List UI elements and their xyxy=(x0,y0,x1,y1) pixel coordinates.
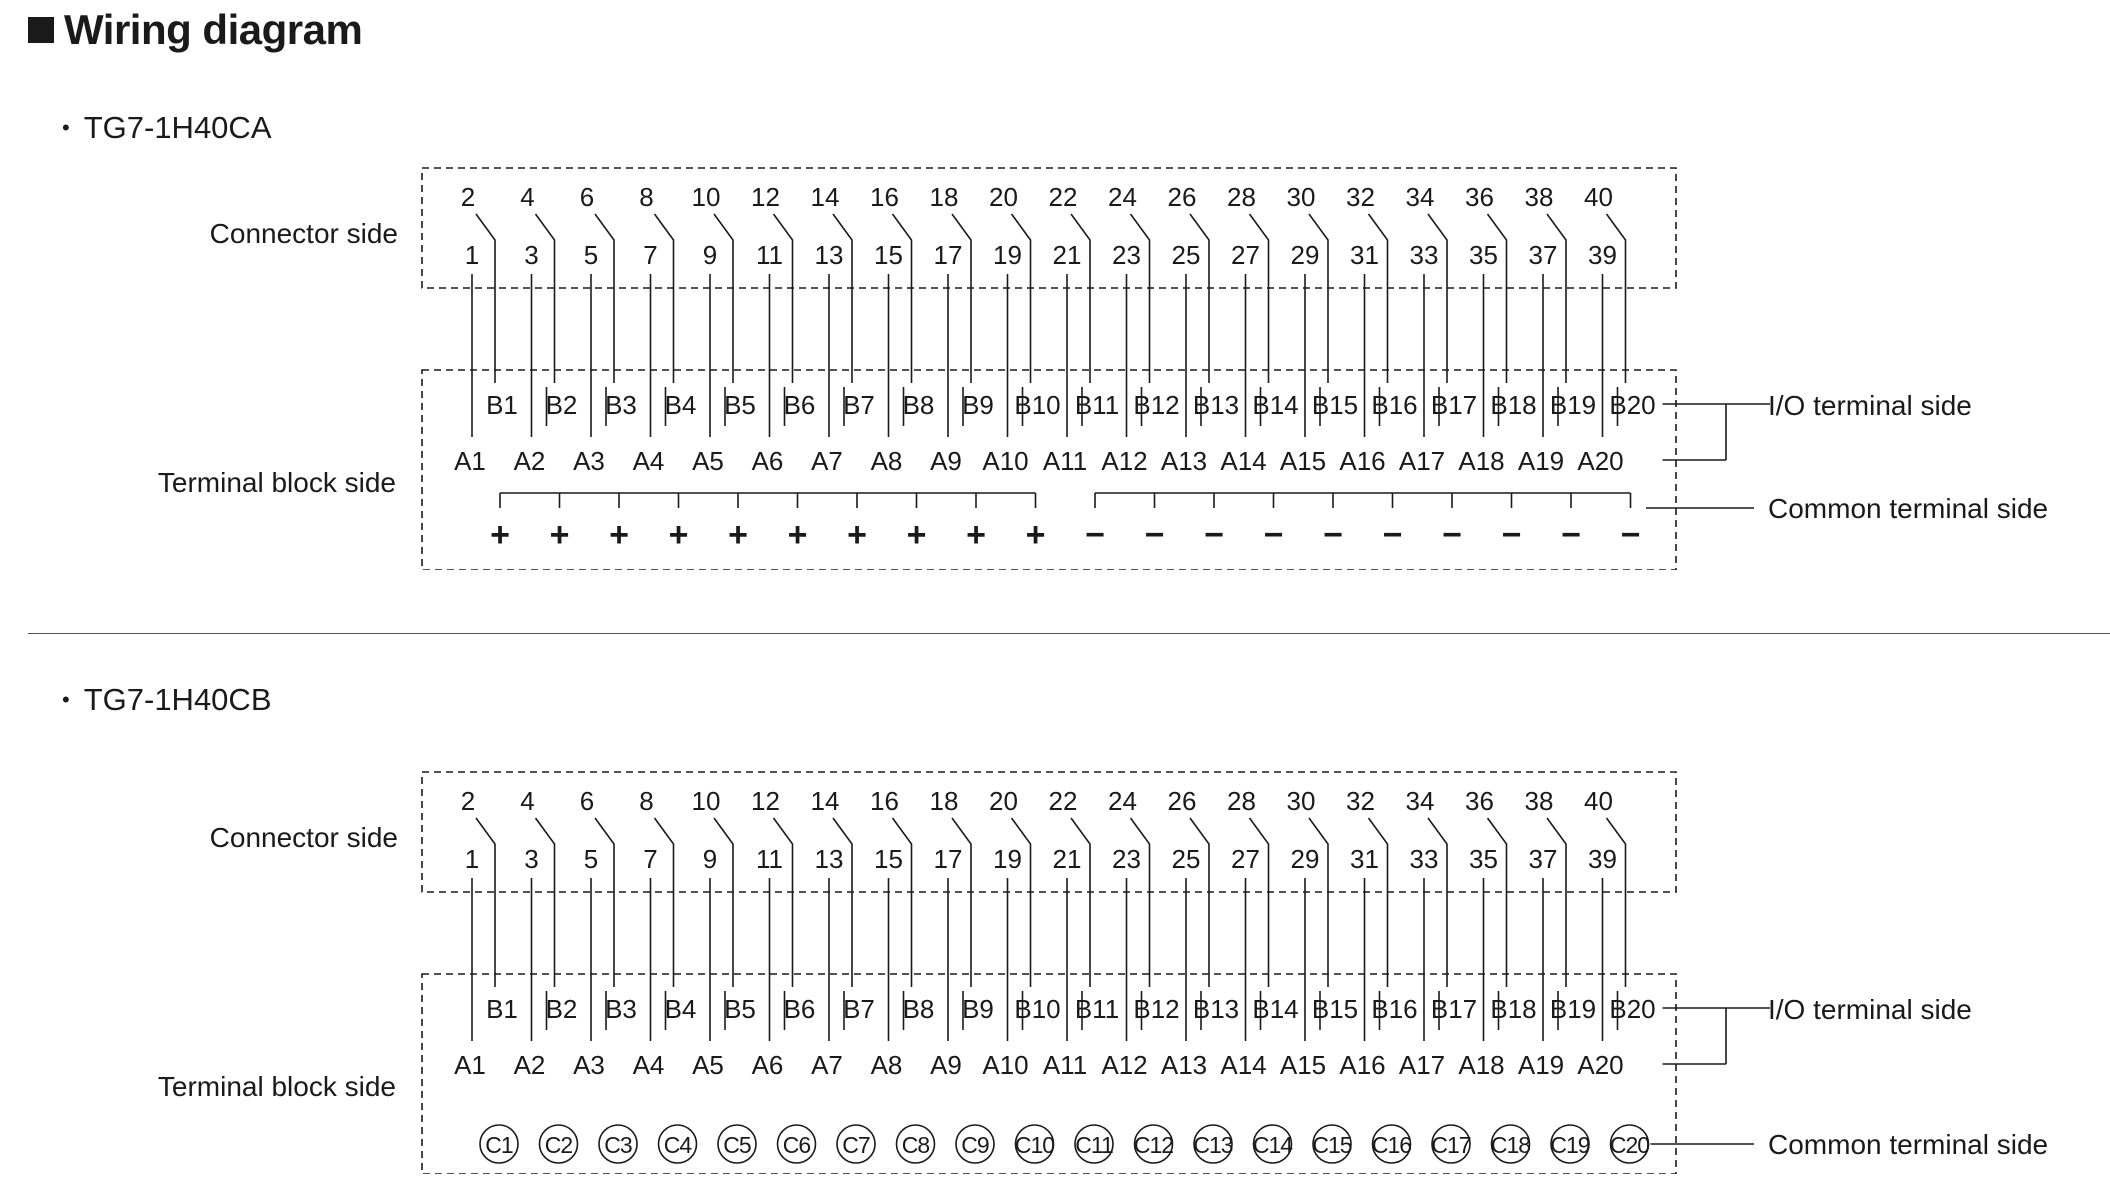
terminal-b-label: B3 xyxy=(605,994,637,1024)
terminal-b-label: B14 xyxy=(1252,390,1299,420)
terminal-a-label: A16 xyxy=(1339,1050,1386,1080)
common-terminal-label: C3 xyxy=(604,1132,632,1158)
model-heading-cb xyxy=(62,682,272,718)
connector-pin-odd: 25 xyxy=(1171,844,1201,874)
terminal-b-label: B17 xyxy=(1430,994,1478,1024)
common-polarity-symbol: − xyxy=(1382,516,1403,554)
common-terminal-label: C9 xyxy=(961,1132,989,1158)
terminal-a-label: A1 xyxy=(454,1050,486,1080)
terminal-b-label: B8 xyxy=(902,390,935,420)
terminal-a-label: A15 xyxy=(1279,1050,1327,1080)
terminal-a-label: A3 xyxy=(573,1050,605,1080)
terminal-a-label: A20 xyxy=(1577,1050,1624,1080)
bullet-dot-icon: • xyxy=(62,115,70,140)
connector-pin-odd: 15 xyxy=(874,240,903,270)
page-title xyxy=(28,6,362,54)
common-polarity-symbol: − xyxy=(1501,516,1522,554)
connector-pin-odd: 13 xyxy=(814,240,844,270)
wiring-diagram-ca xyxy=(0,130,2110,570)
terminal-a-label: A3 xyxy=(573,446,605,476)
connector-pin-odd: 37 xyxy=(1528,844,1558,874)
connector-pin-odd: 3 xyxy=(524,240,539,270)
connector-pin-odd: 39 xyxy=(1588,844,1617,874)
connector-pin-odd: 17 xyxy=(933,844,963,874)
connector-pin-odd: 39 xyxy=(1588,240,1617,270)
common-polarity-symbol: + xyxy=(966,516,986,554)
terminal-a-label: A4 xyxy=(632,1050,665,1080)
terminal-a-label: A18 xyxy=(1458,446,1505,476)
terminal-a-label: A11 xyxy=(1042,1050,1088,1080)
terminal-b-label: B18 xyxy=(1490,390,1537,420)
connector-pin-even: 20 xyxy=(989,182,1018,212)
terminal-b-label: B11 xyxy=(1074,994,1120,1024)
connector-pin-odd: 29 xyxy=(1290,240,1320,270)
terminal-a-label: A10 xyxy=(982,446,1029,476)
terminal-b-label: B18 xyxy=(1490,994,1537,1024)
common-terminal-label: C15 xyxy=(1312,1132,1352,1158)
connector-pin-even: 26 xyxy=(1167,182,1197,212)
terminal-b-label: B13 xyxy=(1192,994,1240,1024)
connector-pin-odd: 35 xyxy=(1469,844,1498,874)
connector-pin-even: 22 xyxy=(1048,786,1078,816)
terminal-b-label: B2 xyxy=(545,994,578,1024)
terminal-a-label: A13 xyxy=(1160,1050,1208,1080)
terminal-b-label: B4 xyxy=(664,994,697,1024)
connector-pin-even: 34 xyxy=(1405,786,1435,816)
title-text: Wiring diagram xyxy=(64,6,363,53)
common-terminal-label: C18 xyxy=(1490,1132,1531,1158)
common-terminal-side-label: Common terminal side xyxy=(1768,1129,2049,1160)
common-terminal-label: C20 xyxy=(1609,1132,1650,1158)
connector-pin-odd: 33 xyxy=(1409,240,1439,270)
connector-pin-even: 28 xyxy=(1227,182,1256,212)
connector-pin-even: 24 xyxy=(1108,182,1137,212)
terminal-a-label: A15 xyxy=(1279,446,1327,476)
common-terminal-label: C19 xyxy=(1550,1132,1590,1158)
common-terminal-label: C4 xyxy=(663,1132,692,1158)
model-name: TG7-1H40CB xyxy=(83,682,272,717)
connector-pin-even: 40 xyxy=(1584,182,1613,212)
terminal-b-label: B1 xyxy=(486,390,518,420)
connector-pin-odd: 9 xyxy=(702,240,718,270)
connector-pin-odd: 23 xyxy=(1112,240,1141,270)
connector-pin-odd: 25 xyxy=(1171,240,1201,270)
terminal-b-label: B17 xyxy=(1430,390,1478,420)
connector-pin-odd: 29 xyxy=(1290,844,1320,874)
terminal-b-label: B9 xyxy=(962,390,994,420)
common-terminal-label: C2 xyxy=(544,1132,573,1158)
io-terminal-side-label: I/O terminal side xyxy=(1768,994,1972,1025)
terminal-b-label: B6 xyxy=(783,994,816,1024)
terminal-b-label: B15 xyxy=(1311,390,1359,420)
terminal-a-label: A6 xyxy=(751,1050,784,1080)
common-polarity-symbol: + xyxy=(906,516,927,554)
common-polarity-symbol: − xyxy=(1263,516,1284,554)
common-terminal-label: C5 xyxy=(723,1132,751,1158)
terminal-a-label: A19 xyxy=(1517,446,1565,476)
square-bullet-icon xyxy=(28,17,54,43)
terminal-a-label: A10 xyxy=(982,1050,1029,1080)
common-polarity-symbol: − xyxy=(1323,516,1343,554)
terminal-b-label: B5 xyxy=(724,390,756,420)
terminal-a-label: A18 xyxy=(1458,1050,1505,1080)
connector-pin-odd: 5 xyxy=(583,844,599,874)
wiring-diagram-cb xyxy=(0,734,2110,1174)
terminal-b-label: B19 xyxy=(1549,994,1597,1024)
common-terminal-label: C11 xyxy=(1075,1132,1113,1158)
connector-pin-even: 30 xyxy=(1286,182,1316,212)
connector-pin-odd: 33 xyxy=(1409,844,1439,874)
terminal-a-label: A1 xyxy=(454,446,486,476)
terminal-a-label: A20 xyxy=(1577,446,1624,476)
connector-pin-odd: 13 xyxy=(814,844,844,874)
terminal-b-label: B6 xyxy=(783,390,816,420)
connector-pin-even: 38 xyxy=(1524,786,1554,816)
connector-pin-even: 24 xyxy=(1108,786,1137,816)
terminal-a-label: A12 xyxy=(1101,1050,1148,1080)
connector-pin-even: 38 xyxy=(1524,182,1554,212)
common-polarity-symbol: + xyxy=(668,516,689,554)
connector-pin-odd: 27 xyxy=(1231,844,1260,874)
terminal-a-label: A9 xyxy=(930,446,962,476)
connector-pin-odd: 11 xyxy=(756,844,783,874)
terminal-b-label: B19 xyxy=(1549,390,1597,420)
connector-pin-odd: 19 xyxy=(993,844,1022,874)
connector-pin-odd: 37 xyxy=(1528,240,1558,270)
connector-pin-even: 8 xyxy=(639,786,654,816)
model-name: TG7-1H40CA xyxy=(83,110,272,145)
common-polarity-symbol: + xyxy=(847,516,867,554)
common-terminal-label: C16 xyxy=(1371,1132,1412,1158)
connector-pin-odd: 21 xyxy=(1052,240,1082,270)
common-polarity-symbol: − xyxy=(1144,516,1165,554)
terminal-b-label: B7 xyxy=(843,390,875,420)
terminal-a-label: A12 xyxy=(1101,446,1148,476)
terminal-b-label: B4 xyxy=(664,390,697,420)
terminal-a-label: A8 xyxy=(870,1050,903,1080)
connector-pin-even: 20 xyxy=(989,786,1018,816)
connector-pin-even: 28 xyxy=(1227,786,1256,816)
terminal-block-side-label: Terminal block side xyxy=(157,467,396,498)
connector-pin-even: 4 xyxy=(520,786,535,816)
terminal-a-label: A5 xyxy=(692,446,724,476)
terminal-a-label: A6 xyxy=(751,446,784,476)
terminal-a-label: A11 xyxy=(1042,446,1088,476)
terminal-a-label: A8 xyxy=(870,446,903,476)
terminal-b-label: B16 xyxy=(1371,994,1418,1024)
common-terminal-label: C6 xyxy=(782,1132,811,1158)
common-terminal-label: C10 xyxy=(1014,1132,1055,1158)
terminal-a-label: A9 xyxy=(930,1050,962,1080)
connector-pin-odd: 3 xyxy=(524,844,539,874)
terminal-a-label: A5 xyxy=(692,1050,724,1080)
terminal-a-label: A2 xyxy=(513,446,546,476)
terminal-b-label: B9 xyxy=(962,994,994,1024)
connector-pin-odd: 7 xyxy=(643,844,658,874)
connector-pin-even: 12 xyxy=(751,182,780,212)
terminal-b-label: B16 xyxy=(1371,390,1418,420)
terminal-b-label: B2 xyxy=(545,390,578,420)
terminal-b-label: B12 xyxy=(1133,390,1180,420)
connector-pin-odd: 9 xyxy=(702,844,718,874)
terminal-a-label: A16 xyxy=(1339,446,1386,476)
connector-pin-odd: 35 xyxy=(1469,240,1498,270)
connector-pin-odd: 5 xyxy=(583,240,599,270)
common-polarity-symbol: − xyxy=(1620,516,1641,554)
connector-pin-even: 4 xyxy=(520,182,535,212)
connector-pin-even: 14 xyxy=(810,786,840,816)
terminal-b-label: B20 xyxy=(1609,390,1656,420)
connector-pin-even: 36 xyxy=(1465,786,1494,816)
terminal-a-label: A2 xyxy=(513,1050,546,1080)
connector-pin-odd: 7 xyxy=(643,240,658,270)
common-polarity-symbol: + xyxy=(549,516,570,554)
common-terminal-label: C12 xyxy=(1133,1132,1174,1158)
terminal-b-label: B5 xyxy=(724,994,756,1024)
common-polarity-symbol: + xyxy=(609,516,629,554)
common-polarity-symbol: + xyxy=(1025,516,1046,554)
connector-pin-even: 10 xyxy=(691,182,721,212)
terminal-a-label: A13 xyxy=(1160,446,1208,476)
connector-pin-odd: 31 xyxy=(1350,844,1379,874)
connector-side-label: Connector side xyxy=(209,218,398,249)
terminal-a-label: A7 xyxy=(811,446,843,476)
common-polarity-symbol: + xyxy=(728,516,748,554)
connector-pin-even: 2 xyxy=(460,182,476,212)
connector-pin-even: 6 xyxy=(579,182,595,212)
connector-pin-even: 10 xyxy=(691,786,721,816)
common-polarity-symbol: + xyxy=(787,516,808,554)
common-polarity-symbol: + xyxy=(490,516,510,554)
common-terminal-label: C7 xyxy=(842,1132,870,1158)
connector-pin-even: 16 xyxy=(870,786,899,816)
terminal-a-label: A14 xyxy=(1220,446,1267,476)
connector-pin-even: 32 xyxy=(1346,182,1375,212)
terminal-b-label: B7 xyxy=(843,994,875,1024)
terminal-b-label: B8 xyxy=(902,994,935,1024)
terminal-b-label: B10 xyxy=(1014,390,1061,420)
terminal-a-label: A7 xyxy=(811,1050,843,1080)
common-terminal-label: C13 xyxy=(1193,1132,1233,1158)
common-polarity-symbol: − xyxy=(1085,516,1105,554)
terminal-a-label: A17 xyxy=(1398,446,1446,476)
connector-pin-even: 26 xyxy=(1167,786,1197,816)
terminal-b-label: B3 xyxy=(605,390,637,420)
connector-pin-odd: 31 xyxy=(1350,240,1379,270)
terminal-a-label: A4 xyxy=(632,446,665,476)
connector-pin-even: 2 xyxy=(460,786,476,816)
connector-pin-even: 18 xyxy=(929,182,959,212)
common-polarity-symbol: − xyxy=(1442,516,1462,554)
terminal-a-label: A17 xyxy=(1398,1050,1446,1080)
terminal-b-label: B11 xyxy=(1074,390,1120,420)
connector-pin-odd: 23 xyxy=(1112,844,1141,874)
connector-pin-even: 34 xyxy=(1405,182,1435,212)
connector-pin-even: 22 xyxy=(1048,182,1078,212)
terminal-b-label: B15 xyxy=(1311,994,1359,1024)
bullet-dot-icon: • xyxy=(62,687,70,712)
connector-pin-even: 18 xyxy=(929,786,959,816)
connector-pin-odd: 19 xyxy=(993,240,1022,270)
common-terminal-side-label: Common terminal side xyxy=(1768,493,2049,524)
section-divider xyxy=(28,633,2110,634)
common-polarity-symbol: − xyxy=(1561,516,1581,554)
common-terminal-label: C17 xyxy=(1431,1132,1471,1158)
common-terminal-label: C8 xyxy=(901,1132,930,1158)
connector-pin-even: 6 xyxy=(579,786,595,816)
terminal-a-label: A19 xyxy=(1517,1050,1565,1080)
terminal-a-label: A14 xyxy=(1220,1050,1267,1080)
terminal-b-label: B10 xyxy=(1014,994,1061,1024)
connector-pin-odd: 15 xyxy=(874,844,903,874)
connector-pin-even: 36 xyxy=(1465,182,1494,212)
io-terminal-side-label: I/O terminal side xyxy=(1768,390,1972,421)
connector-pin-odd: 17 xyxy=(933,240,963,270)
terminal-b-label: B13 xyxy=(1192,390,1240,420)
connector-pin-even: 40 xyxy=(1584,786,1613,816)
terminal-block-side-label: Terminal block side xyxy=(157,1071,396,1102)
connector-side-label: Connector side xyxy=(209,822,398,853)
connector-pin-odd: 1 xyxy=(464,844,480,874)
connector-pin-even: 14 xyxy=(810,182,840,212)
common-terminal-label: C14 xyxy=(1252,1132,1293,1158)
common-polarity-symbol: − xyxy=(1204,516,1224,554)
common-terminal-label: C1 xyxy=(485,1132,513,1158)
terminal-b-label: B14 xyxy=(1252,994,1299,1024)
connector-pin-odd: 21 xyxy=(1052,844,1082,874)
terminal-b-label: B1 xyxy=(486,994,518,1024)
connector-pin-odd: 27 xyxy=(1231,240,1260,270)
connector-pin-odd: 1 xyxy=(464,240,480,270)
terminal-b-label: B20 xyxy=(1609,994,1656,1024)
terminal-b-label: B12 xyxy=(1133,994,1180,1024)
connector-pin-even: 16 xyxy=(870,182,899,212)
connector-pin-even: 12 xyxy=(751,786,780,816)
connector-pin-odd: 11 xyxy=(756,240,783,270)
connector-pin-even: 32 xyxy=(1346,786,1375,816)
connector-pin-even: 8 xyxy=(639,182,654,212)
connector-pin-even: 30 xyxy=(1286,786,1316,816)
